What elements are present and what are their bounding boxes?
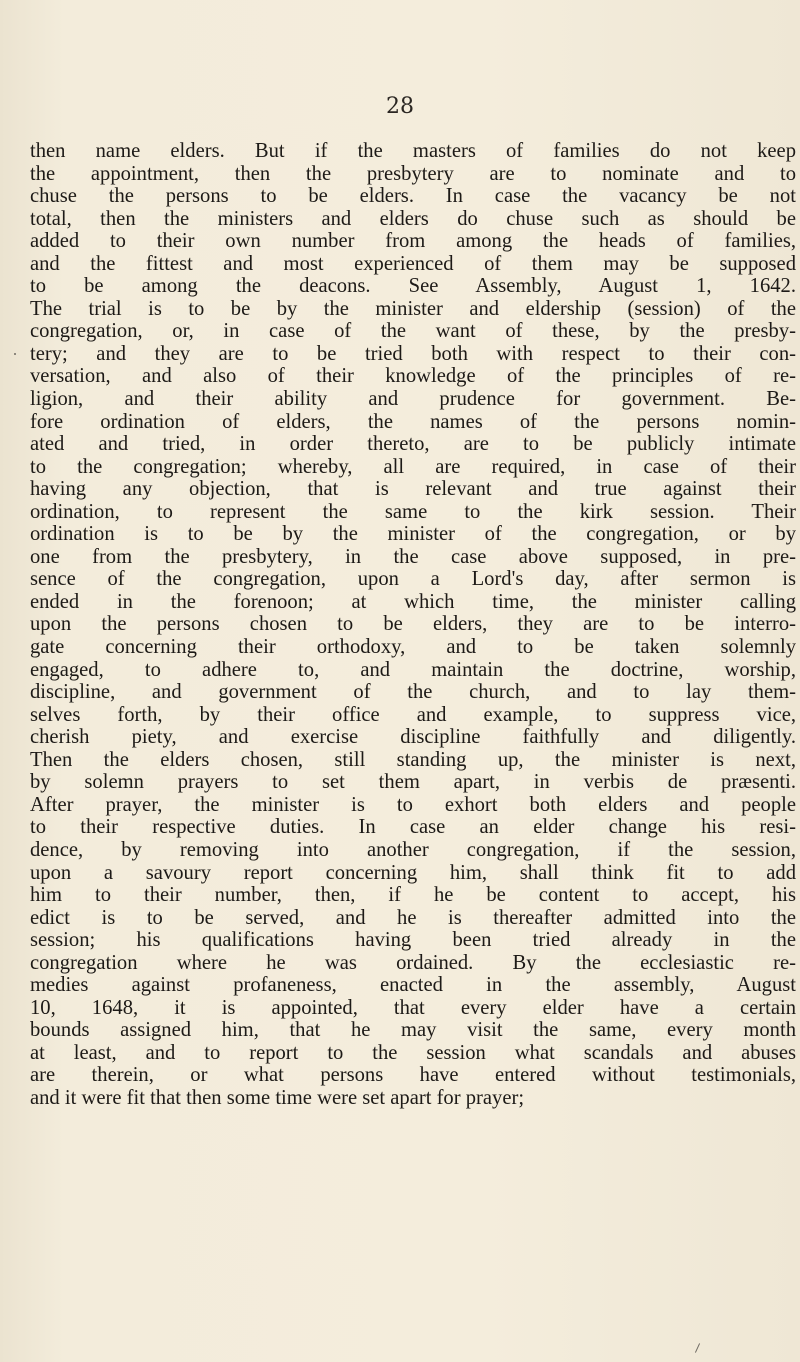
paper-speck [695,1343,700,1352]
text-line: then name elders. But if the masters of families do not keep [30,140,796,162]
text-line: ligion, and their ability and prudence for government. Be- [30,388,796,411]
text-line: tery; and they are to be tried both with respect to their con- [30,342,796,365]
text-line: ated and tried, in order thereto, are to be publicly intimate [30,433,796,456]
text-line: upon a savoury report concerning him, shall think fit to add [30,861,796,884]
text-line: Then the elders chosen, still standing up, the minister is next, [30,748,796,771]
text-line: sence of the congregation, upon a Lord's day, after sermon is [30,568,796,591]
text-line: gate concerning their orthodoxy, and to be taken solemnly [30,636,796,659]
paper-speck [14,353,16,355]
text-line: and the fittest and most experienced of them may be supposed [30,252,796,275]
text-line: ordination, to represent the same to the kirk session. Their [30,500,796,523]
text-line: bounds assigned him, that he may visit the same, every month [30,1019,796,1042]
text-line: the appointment, then the presbytery are to nominate and to [30,162,796,185]
text-line: are therein, or what persons have entered without testimonials, [30,1064,796,1087]
text-line: session; his qualifications having been tried already in the [30,929,796,952]
text-line: versation, and also of their knowledge of the principles of re- [30,365,796,388]
text-line: and it were fit that then some time were set apart for prayer; [30,1086,525,1109]
text-line: ended in the forenoon; at which time, the minister calling [30,590,796,613]
text-line: by solemn prayers to set them apart, in verbis de præsenti. [30,771,796,794]
text-line: him to their number, then, if he be content to accept, his [30,884,796,907]
text-line: at least, and to report to the session what scandals and abuses [30,1041,796,1064]
text-line: upon the persons chosen to be elders, they are to be interro- [30,613,796,636]
text-line: cherish piety, and exercise discipline faithfully and diligently. [30,726,796,749]
text-line: congregation, or, in case of the want of these, by the presby- [30,320,796,343]
page-number: 28 [386,94,414,119]
body-text [30,140,796,1110]
text-line: congregation where he was ordained. By the ecclesiastic re- [30,951,796,974]
text-line: 10, 1648, it is appointed, that every elder have a certain [30,996,796,1019]
text-line: added to their own number from among the heads of families, [30,230,796,253]
text-line: dence, by removing into another congregation, if the session, [30,838,796,861]
text-line: edict is to be served, and he is thereafter admitted into the [30,906,796,929]
text-line: ordination is to be by the minister of the congregation, or by [30,523,796,546]
text-line: one from the presbytery, in the case above supposed, in pre- [30,545,796,568]
text-line: selves forth, by their office and example, to suppress vice, [30,703,796,726]
text-line: to be among the deacons. See Assembly, August 1, 1642. [30,275,796,298]
text-line: having any objection, that is relevant and true against their [30,478,796,501]
text-line: medies against profaneness, enacted in the assembly, August [30,974,796,997]
text-line: discipline, and government of the church, and to lay them- [30,681,796,704]
text-line: The trial is to be by the minister and eldership (session) of the [30,297,796,320]
text-line: engaged, to adhere to, and maintain the doctrine, worship, [30,658,796,681]
text-line: chuse the persons to be elders. In case the vacancy be not [30,185,796,208]
text-line: total, then the ministers and elders do chuse such as should be [30,207,796,230]
text-line: After prayer, the minister is to exhort both elders and people [30,793,796,816]
text-line: fore ordination of elders, the names of the persons nomin- [30,410,796,433]
text-line: to the congregation; whereby, all are required, in case of their [30,455,796,478]
text-line: to their respective duties. In case an elder change his resi- [30,816,796,839]
